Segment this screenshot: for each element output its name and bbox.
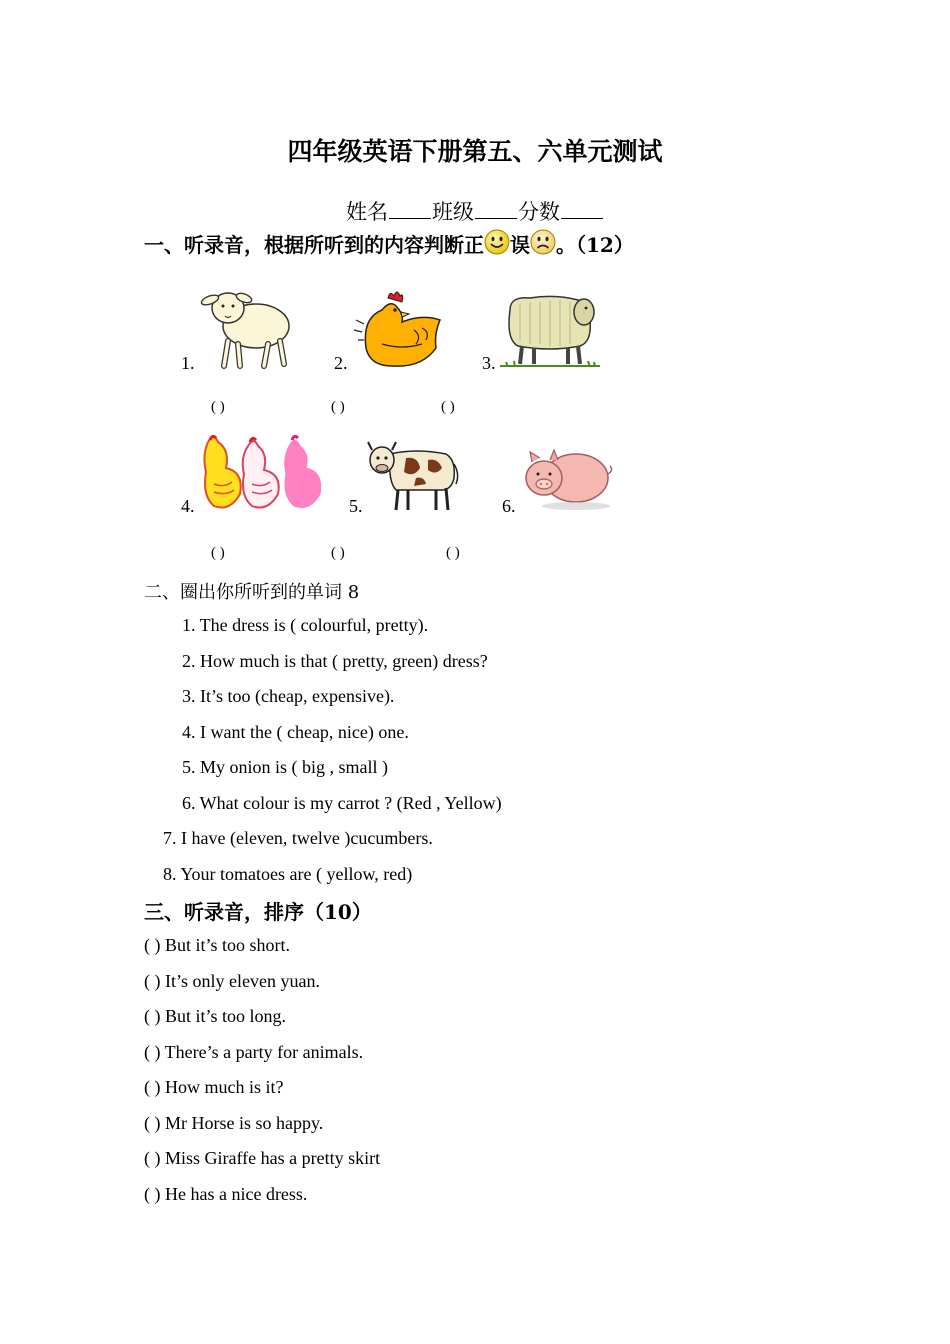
answer-parens[interactable]: ( )	[331, 545, 345, 561]
answer-parens[interactable]: ( )	[211, 399, 225, 415]
chickens-icon	[200, 432, 325, 514]
pig-icon	[520, 440, 615, 514]
order-item: ( ) Mr Horse is so happy.	[144, 1113, 324, 1133]
answer-parens[interactable]: ( )	[446, 545, 460, 561]
order-item: ( ) Miss Giraffe has a pretty skirt	[144, 1148, 381, 1168]
name-blank[interactable]	[389, 198, 431, 219]
order-item: ( ) He has a nice dress.	[144, 1184, 308, 1204]
item-number: 6.	[502, 496, 516, 516]
list-item: 5. My onion is ( big , small )	[182, 757, 388, 777]
order-item: ( ) There’s a party for animals.	[144, 1042, 364, 1062]
section1-heading	[144, 229, 634, 258]
item-number: 5.	[349, 496, 363, 516]
order-item: ( ) It’s only eleven yuan.	[144, 971, 320, 991]
class-blank[interactable]	[475, 198, 517, 219]
section1-points: 。（12）	[556, 233, 634, 257]
list-item: 8. Your tomatoes are ( yellow, red)	[163, 864, 413, 884]
item-number: 1.	[181, 353, 195, 373]
list-item: 6. What colour is my carrot ? (Red , Yellow)	[182, 793, 502, 813]
lamb-icon	[198, 286, 293, 370]
list-item: 2. How much is that ( pretty, green) dress?	[182, 651, 488, 671]
answer-parens[interactable]: ( )	[441, 399, 455, 415]
wrong-label: 误	[510, 233, 530, 257]
cow-icon	[366, 438, 461, 514]
score-label: 分数	[518, 200, 560, 224]
order-item: ( ) How much is it?	[144, 1077, 284, 1097]
item-number: 2.	[334, 353, 348, 373]
order-item: ( ) But it’s too short.	[144, 935, 291, 955]
student-info-line	[0, 196, 950, 226]
section1-heading-text: 一、听录音，根据所听到的内容判断正	[144, 233, 484, 257]
section3-heading: 三、听录音，排序（10）	[144, 900, 372, 924]
page-title: 四年级英语下册第五、六单元测试	[287, 137, 663, 166]
hen-icon	[352, 288, 447, 370]
name-label: 姓名	[346, 200, 388, 224]
item-number: 4.	[181, 496, 195, 516]
sheep-icon	[500, 290, 600, 370]
answer-parens[interactable]: ( )	[331, 399, 345, 415]
frown-icon	[530, 229, 556, 255]
list-item: 3. It’s too (cheap, expensive).	[182, 686, 395, 706]
order-item: ( ) But it’s too long.	[144, 1006, 287, 1026]
smile-icon	[484, 229, 510, 255]
item-number: 3.	[482, 353, 496, 373]
class-label: 班级	[432, 200, 474, 224]
section2-heading: 二、圈出你所听到的单词 8	[144, 582, 360, 603]
answer-parens[interactable]: ( )	[211, 545, 225, 561]
score-blank[interactable]	[561, 198, 603, 219]
list-item: 4. I want the ( cheap, nice) one.	[182, 722, 409, 742]
list-item: 1. The dress is ( colourful, pretty).	[182, 615, 429, 635]
list-item: 7. I have (eleven, twelve )cucumbers.	[163, 828, 433, 848]
